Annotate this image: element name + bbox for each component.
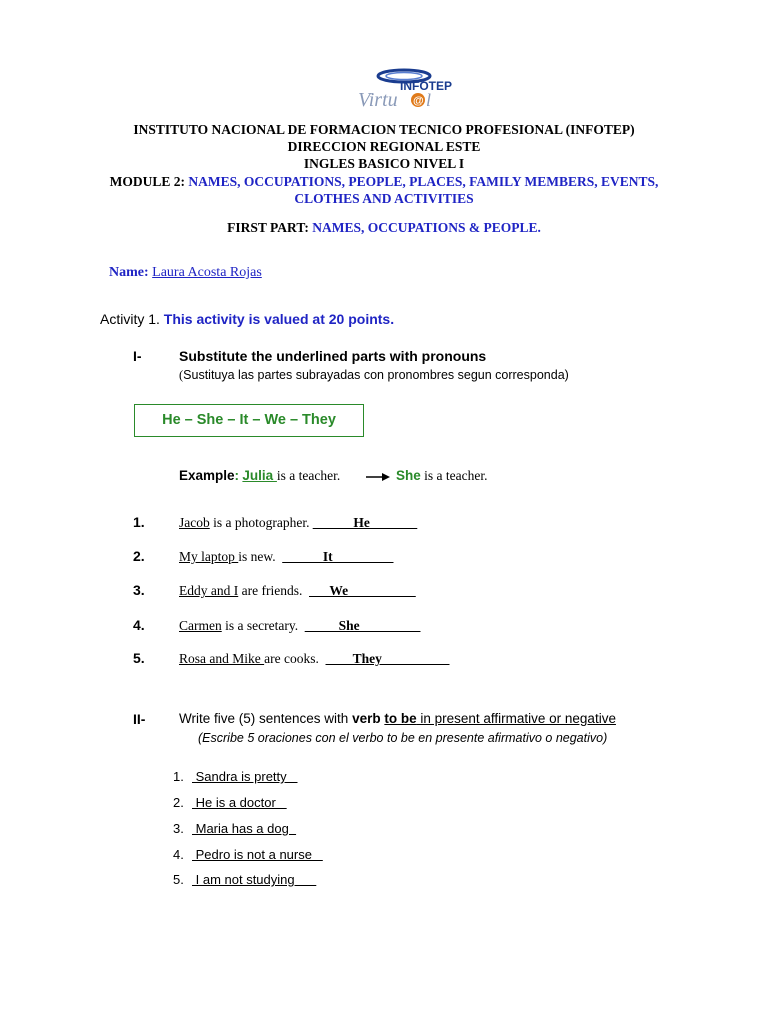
item-sentence <box>179 514 417 532</box>
section2-verb: verb <box>352 711 385 726</box>
sentence-text: He is a doctor <box>192 795 287 810</box>
item-rest: is new. <box>238 549 283 564</box>
svg-text:@: @ <box>413 95 424 107</box>
item-subject: Rosa and Mike <box>179 651 265 666</box>
item-answer: ______It_________ <box>282 549 394 564</box>
module-label: MODULE 2: <box>109 174 185 189</box>
activity-points: This activity is valued at 20 points. <box>163 311 395 327</box>
module-title: NAMES, OCCUPATIONS, PEOPLE, PLACES, FAMILY MEMBERS, EVENTS, <box>188 174 659 189</box>
item-rest: are cooks. <box>264 651 326 666</box>
part-title: NAMES, OCCUPATIONS & PEOPLE. <box>312 220 541 235</box>
item-subject: Carmen <box>179 618 222 633</box>
item-number: 5. <box>133 650 145 666</box>
item-number: 1. <box>133 514 145 530</box>
sentence-text: Sandra is pretty <box>192 769 298 784</box>
module-title-cont: CLOTHES AND ACTIVITIES <box>294 191 474 206</box>
course-level: INGLES BASICO NIVEL I <box>303 156 465 171</box>
item-subject: My laptop <box>179 549 239 564</box>
example-answer-rest: is a teacher. <box>420 468 488 483</box>
sentence-text: Pedro is not a nurse <box>192 847 323 862</box>
arrow-right-icon <box>366 472 390 482</box>
item-number: 2. <box>133 548 145 564</box>
example-answer <box>396 467 487 485</box>
section1-numeral: I- <box>133 348 142 364</box>
item-rest: are friends. <box>238 583 310 598</box>
infotep-logo <box>356 66 453 111</box>
activity-heading <box>100 311 394 327</box>
part-label: FIRST PART: <box>227 220 309 235</box>
item-answer: _____She_________ <box>304 618 421 633</box>
sentence-number: 1. <box>173 769 184 784</box>
svg-text:Virtu: Virtu <box>358 89 398 111</box>
example-answer-pronoun: She <box>396 468 421 483</box>
item-subject: Eddy and I <box>179 583 239 598</box>
section1-title: Substitute the underlined parts with pronouns <box>179 348 487 364</box>
pronouns-box: He – She – It – We – They <box>134 404 364 437</box>
item-number: 4. <box>133 617 145 633</box>
item-rest: is a photographer. <box>209 515 313 530</box>
subtitle-text: Sustituya las partes subrayadas con pronombres segun corresponda) <box>183 368 569 382</box>
item-answer: ___We__________ <box>309 583 416 598</box>
svg-text:l: l <box>426 90 432 110</box>
item-answer: ______He_______ <box>312 515 418 530</box>
section2-tobe: to be <box>384 711 417 726</box>
sentence-number: 5. <box>173 872 184 887</box>
example-subject: Julia <box>242 468 277 483</box>
item-subject: Jacob <box>179 515 210 530</box>
section2-title-pre: Write five (5) sentences with <box>179 711 353 726</box>
item-number: 3. <box>133 582 145 598</box>
item-sentence <box>179 548 393 566</box>
item-sentence <box>179 617 420 635</box>
module-heading <box>0 173 768 190</box>
example-rest: is a teacher. <box>276 468 341 483</box>
item-sentence <box>179 650 449 668</box>
section2-numeral: II- <box>133 711 146 727</box>
activity-label: Activity 1. <box>100 311 160 327</box>
sentence-text: I am not studying <box>192 872 317 887</box>
svg-text:INFOTEP: INFOTEP <box>400 79 453 93</box>
example-colon: : <box>234 468 240 483</box>
example-row <box>179 467 340 485</box>
sentence-number: 4. <box>173 847 184 862</box>
name-label: Name: <box>109 265 149 280</box>
section2-subtitle: (Escribe 5 oraciones con el verbo to be en presente afirmativo o negativo) <box>198 731 608 745</box>
sentence-number: 3. <box>173 821 184 836</box>
item-rest: is a secretary. <box>221 618 305 633</box>
subtitle-open-paren: ( <box>179 368 184 382</box>
section2-title <box>179 711 616 726</box>
item-sentence <box>179 582 416 600</box>
student-name: Laura Acosta Rojas <box>152 265 262 280</box>
regional-direction: DIRECCION REGIONAL ESTE <box>287 139 481 154</box>
section2-title-post: in present affirmative or negative <box>416 711 616 726</box>
institute-name: INSTITUTO NACIONAL DE FORMACION TECNICO PROFESIONAL (INFOTEP) <box>133 122 635 137</box>
example-label: Example <box>179 468 235 483</box>
sentence-text: Maria has a dog <box>192 821 297 836</box>
student-name-row <box>109 264 262 281</box>
sentence-number: 2. <box>173 795 184 810</box>
section1-subtitle <box>179 368 569 383</box>
part-heading <box>0 219 768 236</box>
item-answer: ____They__________ <box>325 651 450 666</box>
infotep-virtual-logo-icon <box>356 66 453 111</box>
